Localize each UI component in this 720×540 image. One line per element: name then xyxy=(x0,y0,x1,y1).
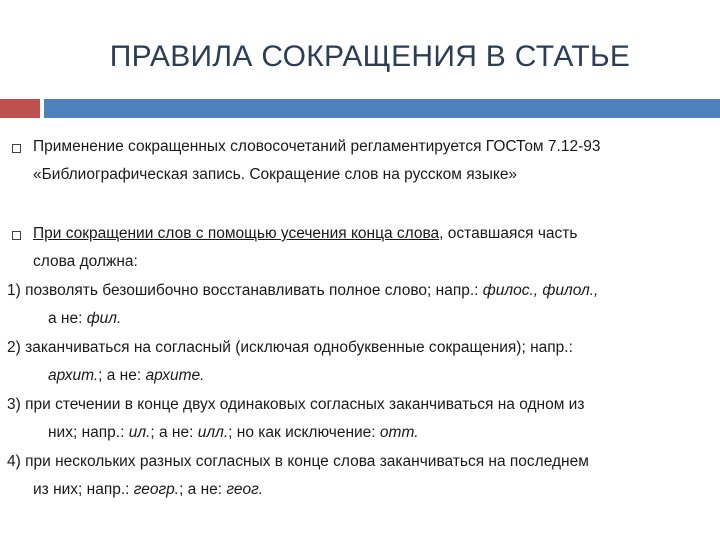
bullet2-line1 xyxy=(33,224,577,244)
rule3-counterexample: илл. xyxy=(197,424,229,441)
rule2-line1: 2) заканчиваться на согласный (исключая однобуквенные сокращения); напр.: xyxy=(7,339,573,356)
rule3-example: ил. xyxy=(128,424,151,441)
rule3-text-b: ; а не: xyxy=(150,424,198,441)
rule4-counterexample: геог. xyxy=(226,481,264,498)
rule2-counterexample: архите. xyxy=(145,367,205,384)
rule3-text-c: ; но как исключение: xyxy=(228,424,380,441)
rule1-line2 xyxy=(48,309,121,329)
rule4-example: геогр. xyxy=(133,481,180,498)
rule4-line2 xyxy=(33,480,263,500)
rule1-text: 1) позволять безошибочно восстанавливать полное слово; напр.: xyxy=(7,282,483,299)
rule4-text-a: из них; напр.: xyxy=(33,481,134,498)
underlined-phrase: При сокращении слов с помощью усечения конца слова xyxy=(33,225,440,242)
slide-title: ПРАВИЛА СОКРАЩЕНИЯ В СТАТЬЕ xyxy=(109,40,631,73)
rule4-text-b: ; а не: xyxy=(179,481,227,498)
accent-bar-red xyxy=(0,99,40,118)
rule4-line1: 4) при нескольких разных согласных в конце слова заканчиваться на последнем xyxy=(7,453,589,470)
bullet2-line2: слова должна: xyxy=(33,253,138,270)
rule3-text-a: них; напр.: xyxy=(48,424,129,441)
rule2-example: архит. xyxy=(48,367,99,384)
bullet2-line1-rest: , оставшаяся часть xyxy=(439,225,578,242)
square-bullet-icon xyxy=(12,144,21,153)
rule3-line1: 3) при стечении в конце двух одинаковых согласных заканчиваться на одном из xyxy=(7,396,585,413)
rule2-contrast-text: ; а не: xyxy=(98,367,146,384)
rule1-contrast-text: а не: xyxy=(48,310,87,327)
bullet1-line1: Применение сокращенных словосочетаний регламентируется ГОСТом 7.12-93 xyxy=(33,138,601,155)
rule1-line1 xyxy=(7,281,598,301)
square-bullet-icon xyxy=(12,231,21,240)
rule2-line2 xyxy=(48,366,204,386)
accent-bar-blue xyxy=(44,99,720,118)
rule1-counterexample: фил. xyxy=(86,310,122,327)
rule1-example: филос., филол., xyxy=(482,282,599,299)
bullet1-line2: «Библиографическая запись. Сокращение слов на русском языке» xyxy=(33,166,518,183)
rule3-exception: отт. xyxy=(379,424,419,441)
rule3-line2 xyxy=(48,423,419,443)
